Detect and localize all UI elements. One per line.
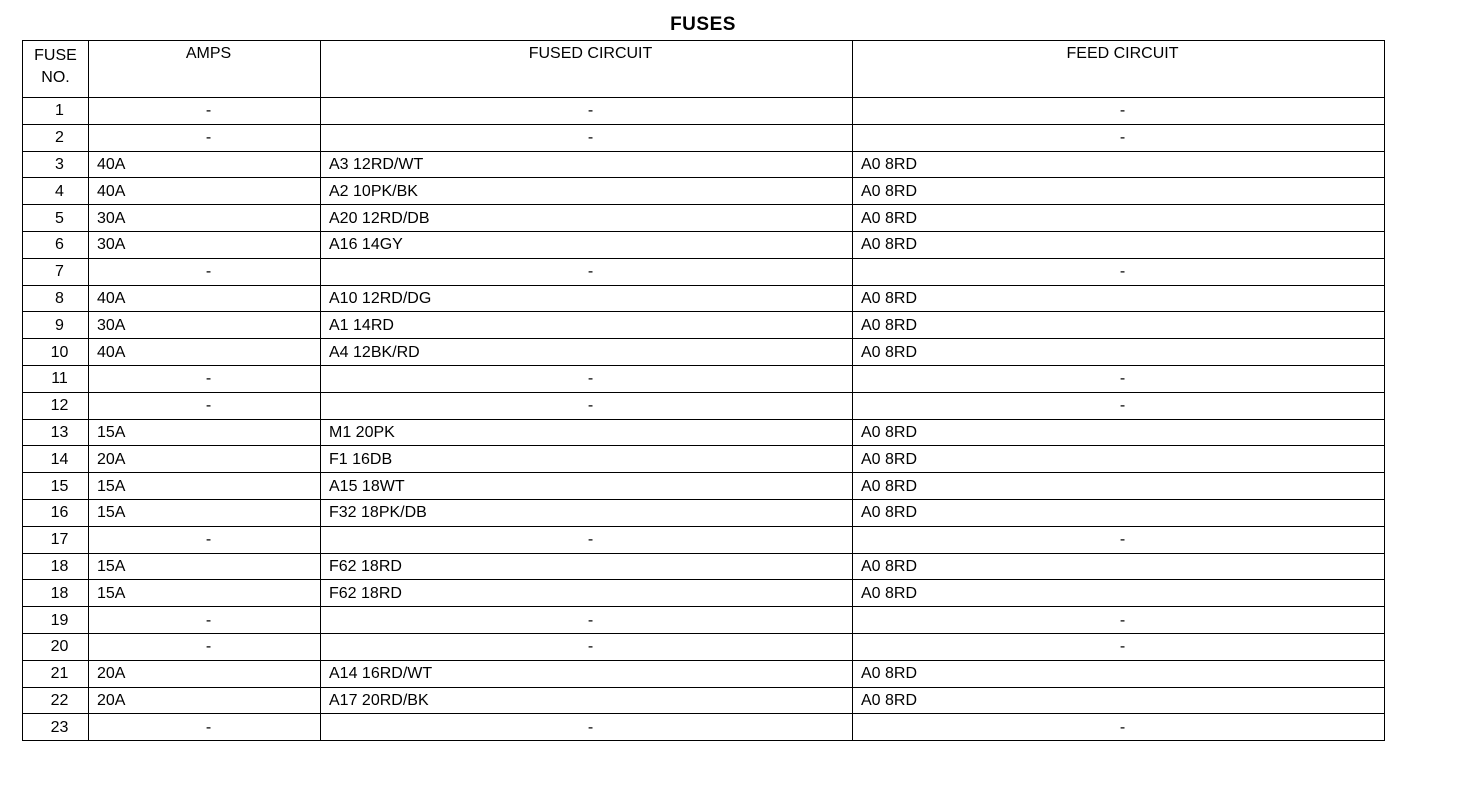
table-header-row (23, 41, 1385, 98)
cell-amps: - (89, 633, 321, 660)
cell-fuse-no: 23 (23, 714, 89, 741)
table-row (23, 446, 1385, 473)
header-amps: AMPS (89, 41, 321, 98)
table-row (23, 660, 1385, 687)
cell-fuse-no: 14 (23, 446, 89, 473)
table-row (23, 419, 1385, 446)
cell-feed-circuit: - (853, 258, 1385, 285)
cell-fused-circuit: - (321, 633, 853, 660)
cell-amps: 30A (89, 205, 321, 232)
cell-fused-circuit: M1 20PK (321, 419, 853, 446)
cell-amps: 15A (89, 553, 321, 580)
cell-fuse-no: 5 (23, 205, 89, 232)
cell-fuse-no: 6 (23, 231, 89, 258)
cell-fuse-no: 4 (23, 178, 89, 205)
cell-feed-circuit: A0 8RD (853, 660, 1385, 687)
table-body (23, 98, 1385, 741)
table-row (23, 151, 1385, 178)
cell-feed-circuit: - (853, 526, 1385, 553)
table-row (23, 285, 1385, 312)
cell-fuse-no: 12 (23, 392, 89, 419)
cell-feed-circuit: A0 8RD (853, 473, 1385, 500)
cell-fuse-no: 22 (23, 687, 89, 714)
cell-feed-circuit: A0 8RD (853, 419, 1385, 446)
cell-amps: 20A (89, 687, 321, 714)
cell-amps: 40A (89, 339, 321, 366)
cell-fused-circuit: F62 18RD (321, 553, 853, 580)
table-row (23, 178, 1385, 205)
cell-fused-circuit: - (321, 526, 853, 553)
table-row (23, 98, 1385, 125)
cell-feed-circuit: A0 8RD (853, 231, 1385, 258)
cell-fused-circuit: - (321, 98, 853, 125)
cell-fused-circuit: - (321, 258, 853, 285)
cell-fused-circuit: A2 10PK/BK (321, 178, 853, 205)
cell-fuse-no: 11 (23, 365, 89, 392)
cell-fuse-no: 13 (23, 419, 89, 446)
cell-amps: - (89, 98, 321, 125)
cell-feed-circuit: A0 8RD (853, 553, 1385, 580)
cell-feed-circuit: A0 8RD (853, 312, 1385, 339)
header-fuse-no-line1: FUSE (34, 47, 77, 64)
cell-amps: - (89, 526, 321, 553)
table-row (23, 231, 1385, 258)
cell-amps: - (89, 124, 321, 151)
cell-fused-circuit: - (321, 124, 853, 151)
cell-fuse-no: 7 (23, 258, 89, 285)
table-row (23, 714, 1385, 741)
cell-feed-circuit: A0 8RD (853, 446, 1385, 473)
table-row (23, 553, 1385, 580)
cell-fused-circuit: - (321, 392, 853, 419)
cell-feed-circuit: A0 8RD (853, 580, 1385, 607)
cell-fused-circuit: - (321, 714, 853, 741)
fuses-table (22, 40, 1385, 741)
cell-fused-circuit: A20 12RD/DB (321, 205, 853, 232)
cell-fuse-no: 17 (23, 526, 89, 553)
cell-amps: 15A (89, 580, 321, 607)
table-row (23, 526, 1385, 553)
cell-feed-circuit: A0 8RD (853, 205, 1385, 232)
table-row (23, 473, 1385, 500)
cell-feed-circuit: - (853, 365, 1385, 392)
cell-fused-circuit: A15 18WT (321, 473, 853, 500)
cell-fuse-no: 18 (23, 580, 89, 607)
cell-fuse-no: 9 (23, 312, 89, 339)
table-row (23, 258, 1385, 285)
cell-feed-circuit: A0 8RD (853, 339, 1385, 366)
page-title: FUSES (670, 14, 736, 35)
cell-fuse-no: 2 (23, 124, 89, 151)
table-row (23, 687, 1385, 714)
cell-fused-circuit: A14 16RD/WT (321, 660, 853, 687)
table-row (23, 580, 1385, 607)
cell-amps: 40A (89, 178, 321, 205)
table-row (23, 205, 1385, 232)
cell-amps: - (89, 714, 321, 741)
cell-feed-circuit: - (853, 98, 1385, 125)
cell-fuse-no: 1 (23, 98, 89, 125)
cell-fuse-no: 15 (23, 473, 89, 500)
cell-fused-circuit: F1 16DB (321, 446, 853, 473)
cell-fused-circuit: - (321, 365, 853, 392)
cell-fused-circuit: A17 20RD/BK (321, 687, 853, 714)
cell-amps: 40A (89, 151, 321, 178)
cell-fused-circuit: F32 18PK/DB (321, 499, 853, 526)
cell-amps: 30A (89, 231, 321, 258)
cell-fused-circuit: A1 14RD (321, 312, 853, 339)
table-row (23, 124, 1385, 151)
cell-fuse-no: 3 (23, 151, 89, 178)
cell-feed-circuit: A0 8RD (853, 687, 1385, 714)
cell-fuse-no: 21 (23, 660, 89, 687)
table-row (23, 392, 1385, 419)
cell-amps: 20A (89, 446, 321, 473)
cell-fuse-no: 20 (23, 633, 89, 660)
cell-feed-circuit: - (853, 607, 1385, 634)
cell-fused-circuit: A4 12BK/RD (321, 339, 853, 366)
cell-feed-circuit: A0 8RD (853, 285, 1385, 312)
cell-amps: 15A (89, 473, 321, 500)
table-row (23, 607, 1385, 634)
cell-amps: 40A (89, 285, 321, 312)
cell-fused-circuit: - (321, 607, 853, 634)
cell-feed-circuit: - (853, 392, 1385, 419)
cell-fuse-no: 18 (23, 553, 89, 580)
cell-fuse-no: 16 (23, 499, 89, 526)
table-row (23, 633, 1385, 660)
cell-amps: - (89, 258, 321, 285)
header-fuse-no-line2: NO. (41, 69, 70, 86)
cell-amps: - (89, 607, 321, 634)
cell-fused-circuit: F62 18RD (321, 580, 853, 607)
table-row (23, 499, 1385, 526)
cell-fuse-no: 19 (23, 607, 89, 634)
cell-amps: 15A (89, 499, 321, 526)
table-row (23, 339, 1385, 366)
cell-fuse-no: 10 (23, 339, 89, 366)
header-feed-circuit: FEED CIRCUIT (853, 41, 1385, 98)
cell-fused-circuit: A16 14GY (321, 231, 853, 258)
cell-feed-circuit: A0 8RD (853, 151, 1385, 178)
cell-feed-circuit: A0 8RD (853, 499, 1385, 526)
cell-amps: - (89, 392, 321, 419)
cell-amps: 30A (89, 312, 321, 339)
cell-feed-circuit: A0 8RD (853, 178, 1385, 205)
cell-fuse-no: 8 (23, 285, 89, 312)
cell-amps: 20A (89, 660, 321, 687)
cell-amps: 15A (89, 419, 321, 446)
table-row (23, 365, 1385, 392)
table-row (23, 312, 1385, 339)
cell-fused-circuit: A10 12RD/DG (321, 285, 853, 312)
header-fused-circuit: FUSED CIRCUIT (321, 41, 853, 98)
header-fuse-no (23, 41, 89, 98)
cell-feed-circuit: - (853, 633, 1385, 660)
cell-fused-circuit: A3 12RD/WT (321, 151, 853, 178)
cell-feed-circuit: - (853, 714, 1385, 741)
cell-feed-circuit: - (853, 124, 1385, 151)
cell-amps: - (89, 365, 321, 392)
